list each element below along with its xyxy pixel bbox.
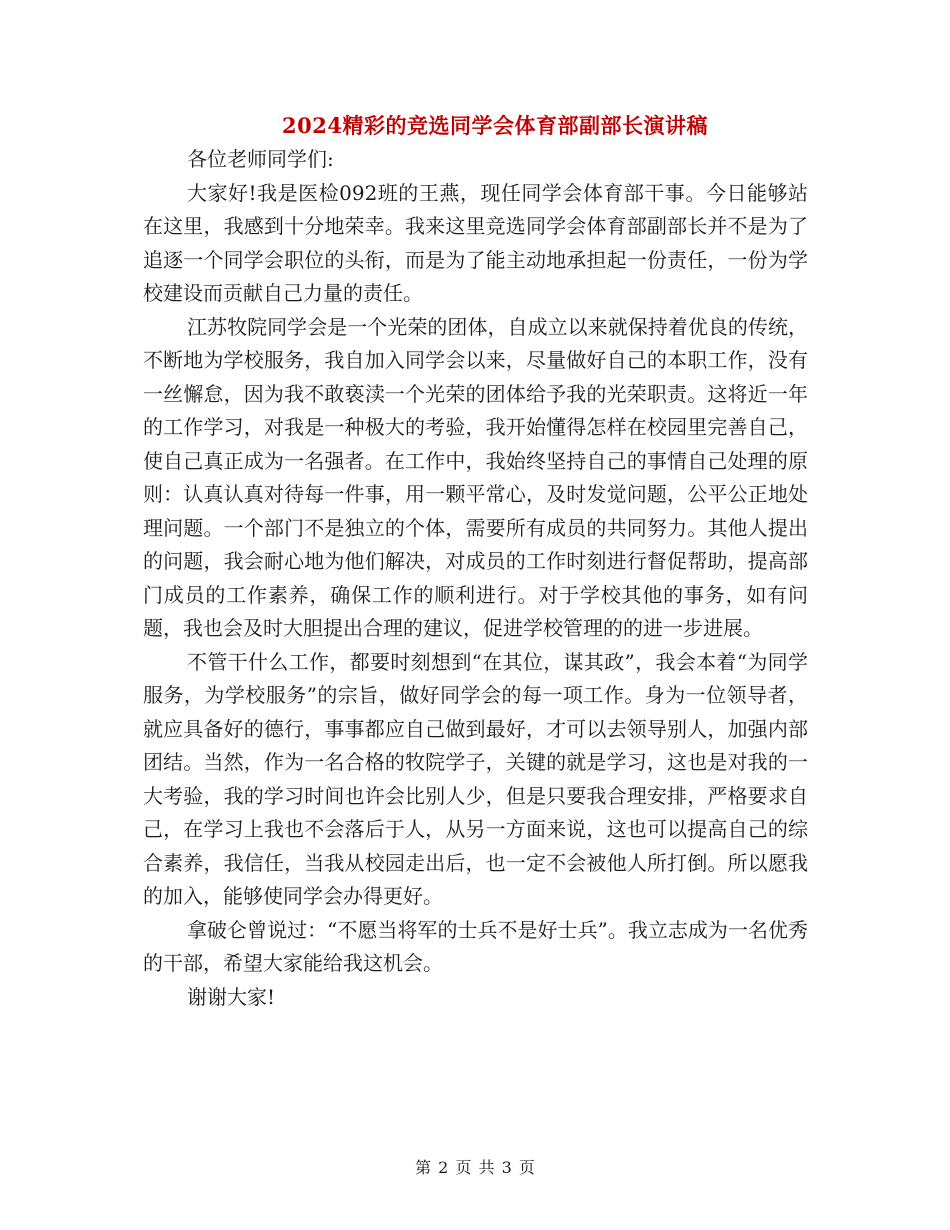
paragraph-introduction: 大家好!我是医检092班的王燕，现任同学会体育部干事。今日能够站在这里，我感到十分地荣幸。我来这里竞选同学会体育部副部长并不是为了追逐一个同学会职位的头衔，而是为了能主动地承担起一份责任，一份为学校建设而贡献自己力量的责任。 — [143, 180, 808, 305]
greeting-line: 各位老师同学们: — [187, 147, 334, 171]
page-number-footer: 第 2 页 共 3 页 — [415, 1158, 535, 1177]
paragraph-aspiration: 拿破仑曾说过：“不愿当将军的士兵不是好士兵”。我立志成为一名优秀的干部，希望大家能给我这机会。 — [143, 917, 808, 975]
document-title: 2024精彩的竞选同学会体育部副部长演讲稿 — [282, 113, 708, 138]
paragraph-thanks: 谢谢大家! — [187, 984, 276, 1009]
document-body — [143, 143, 808, 1014]
paragraph-commitment: 不管干什么工作，都要时刻想到“在其位，谋其政”，我会本着“为同学服务，为学校服务”的宗旨，做好同学会的每一项工作。身为一位领导者，就应具备好的德行，事事都应自己做到最好，才可以去领导别人，加强内部团结。当然，作为一名合格的牧院学子，关键的就是学习，这也是对我的一大考验，我的学习时间也许会比别人少，但是只要我合理安排，严格要求自己，在学习上我也不会落后于人，从另一方面来说，这也可以提高自己的综合素养，我信任，当我从校园走出后，也一定不会被他人所打倒。所以愿我的加入，能够使同学会办得更好。 — [143, 649, 808, 908]
paragraph-experience: 江苏牧院同学会是一个光荣的团体，自成立以来就保持着优良的传统，不断地为学校服务，我自加入同学会以来，尽量做好自己的本职工作，没有一丝懈怠，因为我不敢亵渎一个光荣的团体给予我的光荣职责。这将近一年的工作学习，对我是一种极大的考验，我开始懂得怎样在校园里完善自己，使自己真正成为一名强者。在工作中，我始终坚持自己的事情自己处理的原则：认真认真对待每一件事，用一颗平常心，及时发觉问题，公平公正地处理问题。一个部门不是独立的个体，需要所有成员的共同努力。其他人提出的问题，我会耐心地为他们解决，对成员的工作时刻进行督促帮助，提高部门成员的工作素养，确保工作的顺利进行。对于学校其他的事务，如有问题，我也会及时大胆提出合理的建议，促进学校管理的的进一步进展。 — [143, 314, 808, 640]
